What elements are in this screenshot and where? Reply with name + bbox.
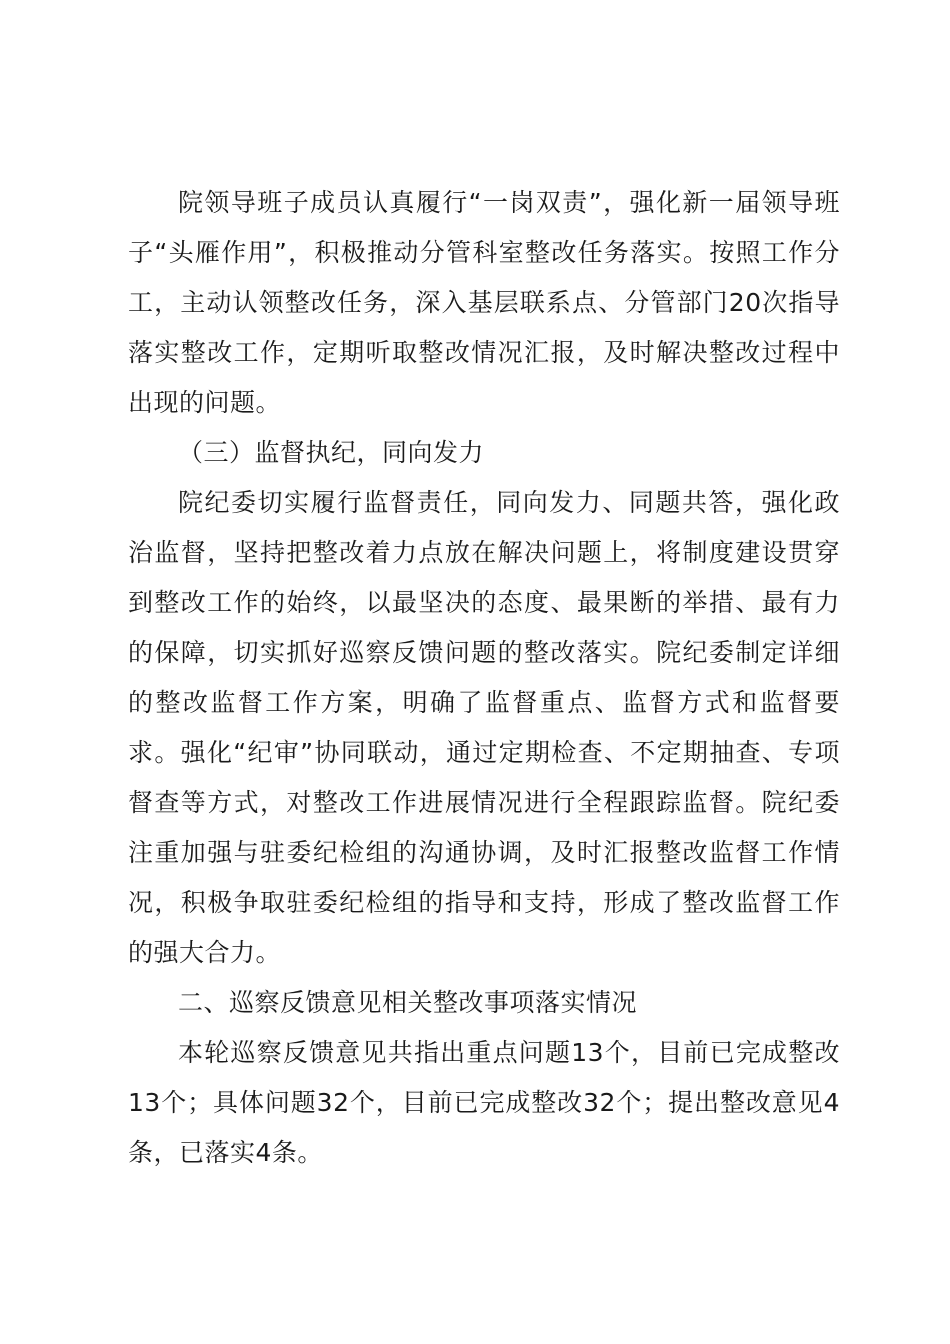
section-heading-rectification-status: 二、巡察反馈意见相关整改事项落实情况	[178, 988, 638, 1017]
section-heading-supervision: （三）监督执纪，同向发力	[178, 438, 485, 467]
paragraph-discipline-committee: 院纪委切实履行监督责任，同向发力、同题共答，强化政治监督，坚持把整改着力点放在解决问题上，将制度建设贯穿到整改工作的始终，以最坚决的态度、最果断的举措、最有力的保障，切实抓好巡察反馈问题的整改落实。院纪委制定详细的整改监督工作方案，明确了监督重点、监督方式和监督要求。强化“纪审”协同联动，通过定期检查、不定期抽查、专项督查等方式，对整改工作进展情况进行全程跟踪监督。院纪委注重加强与驻委纪检组的沟通协调，及时汇报整改监督工作情况，积极争取驻委纪检组的指导和支持，形成了整改监督工作的强大合力。	[128, 488, 840, 967]
paragraph-leadership-duties: 院领导班子成员认真履行“一岗双责”，强化新一届领导班子“头雁作用”，积极推动分管科室整改任务落实。按照工作分工，主动认领整改任务，深入基层联系点、分管部门20次指导落实整改工作，定期听取整改情况汇报，及时解决整改过程中出现的问题。	[128, 188, 840, 417]
paragraph-rectification-summary: 本轮巡察反馈意见共指出重点问题13个，目前已完成整改13个；具体问题32个，目前已完成整改32个；提出整改意见4条，已落实4条。	[128, 1038, 840, 1167]
document-body	[128, 178, 840, 1178]
